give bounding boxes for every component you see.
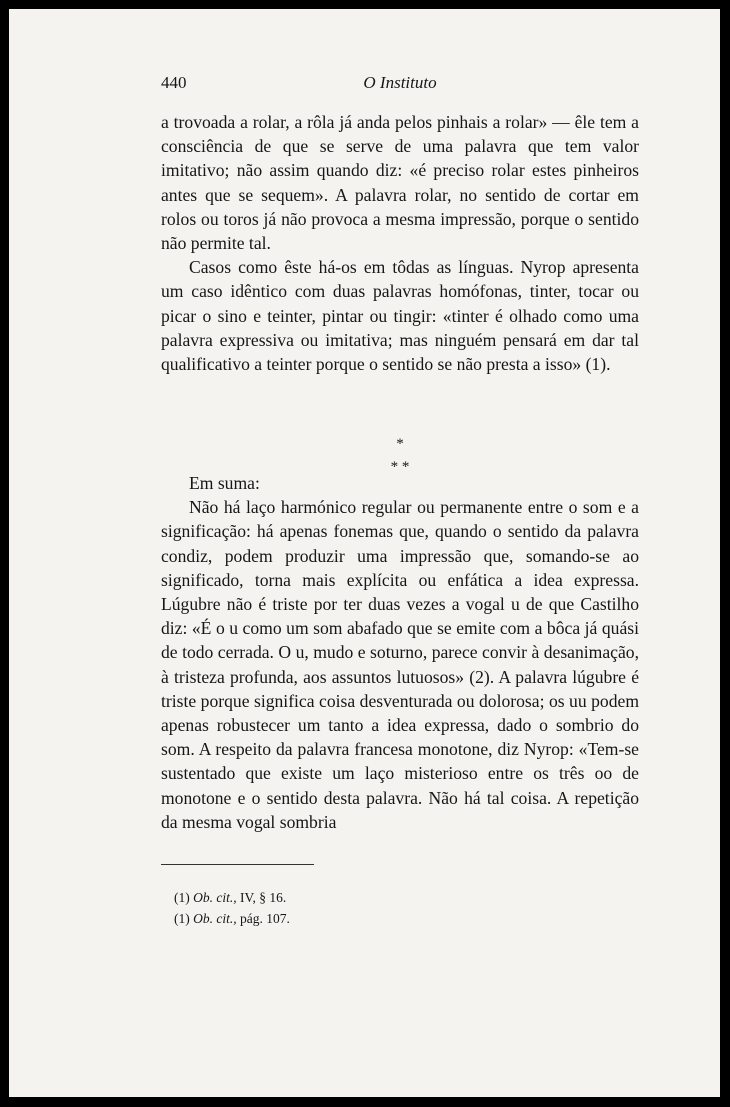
footnote-text: IV, § 16. [236,890,287,905]
paragraph-2: Casos como êste há-os em tôdas as línguas. Nyrop apresenta um caso idêntico com duas palavras homófonas, tinter, tocar ou picar o sino e teinter, pintar ou tingir: «tinter é olhado como uma palavra expressiva ou imitativa; mas ninguém pensará em dar tal qualificativo a teinter porque o sentido se não presta a isso» (1). [161,257,639,375]
footnote-rule [161,864,314,865]
section-separator-bottom: * * [390,459,410,475]
footnote-ref: Ob. cit., [193,890,237,905]
book-page [9,9,720,1097]
paragraph-1: a trovoada a rolar, a rôla já anda pelos pinhais a rolar» — êle tem a consciência de que se serve de uma palavra que tem valor imitativo; não assim quando diz: «é preciso rolar estes pinheiros antes que se sequem». A palavra rolar, no sentido de cortar em rolos ou toros já não provoca a mesma impressão, porque o sentido não permite tal. [161,112,639,254]
paragraph-4: Não há laço harmónico regular ou permanente entre o som e a significação: há apenas fonemas que, quando o sentido da palavra condiz, podem produzir uma impressão que, somando-se ao significado, torna mais explícita ou enfática a idea expressa. Lúgubre não é triste por ter duas vezes a vogal u de que Castilho diz: «É o u como um som abafado que se emite com a bôca já quási de todo cerrada. O u, mudo e soturno, parece convir à desanimação, à tristeza profunda, aos assuntos lutuosos» (2). A palavra lúgubre é triste porque significa coisa desventurada ou dolorosa; os uu podem apenas robustecer um tanto a idea expressa, dado o sombrio do som. A respeito da palavra francesa monotone, diz Nyrop: «Tem-se sustentado que existe um laço misterioso entre os três oo de monotone e o sentido desta palavra. Não há tal coisa. A repetição da mesma vogal sombria [161,497,639,832]
footnotes [174,887,290,929]
footnote-marker: (1) [174,911,190,926]
body-text [161,110,639,376]
footnote-2 [174,908,290,929]
paragraph-3: Em suma: [189,473,260,493]
footnote-marker: (1) [174,890,190,905]
footnote-text: pág. 107. [236,911,290,926]
section-separator-top: * [396,436,404,452]
footnote-1 [174,887,290,908]
page-number: 440 [161,73,187,92]
footnote-ref: Ob. cit., [193,911,237,926]
body-text-continued [161,471,639,834]
running-title: O Instituto [363,73,437,92]
page-header [161,73,639,97]
